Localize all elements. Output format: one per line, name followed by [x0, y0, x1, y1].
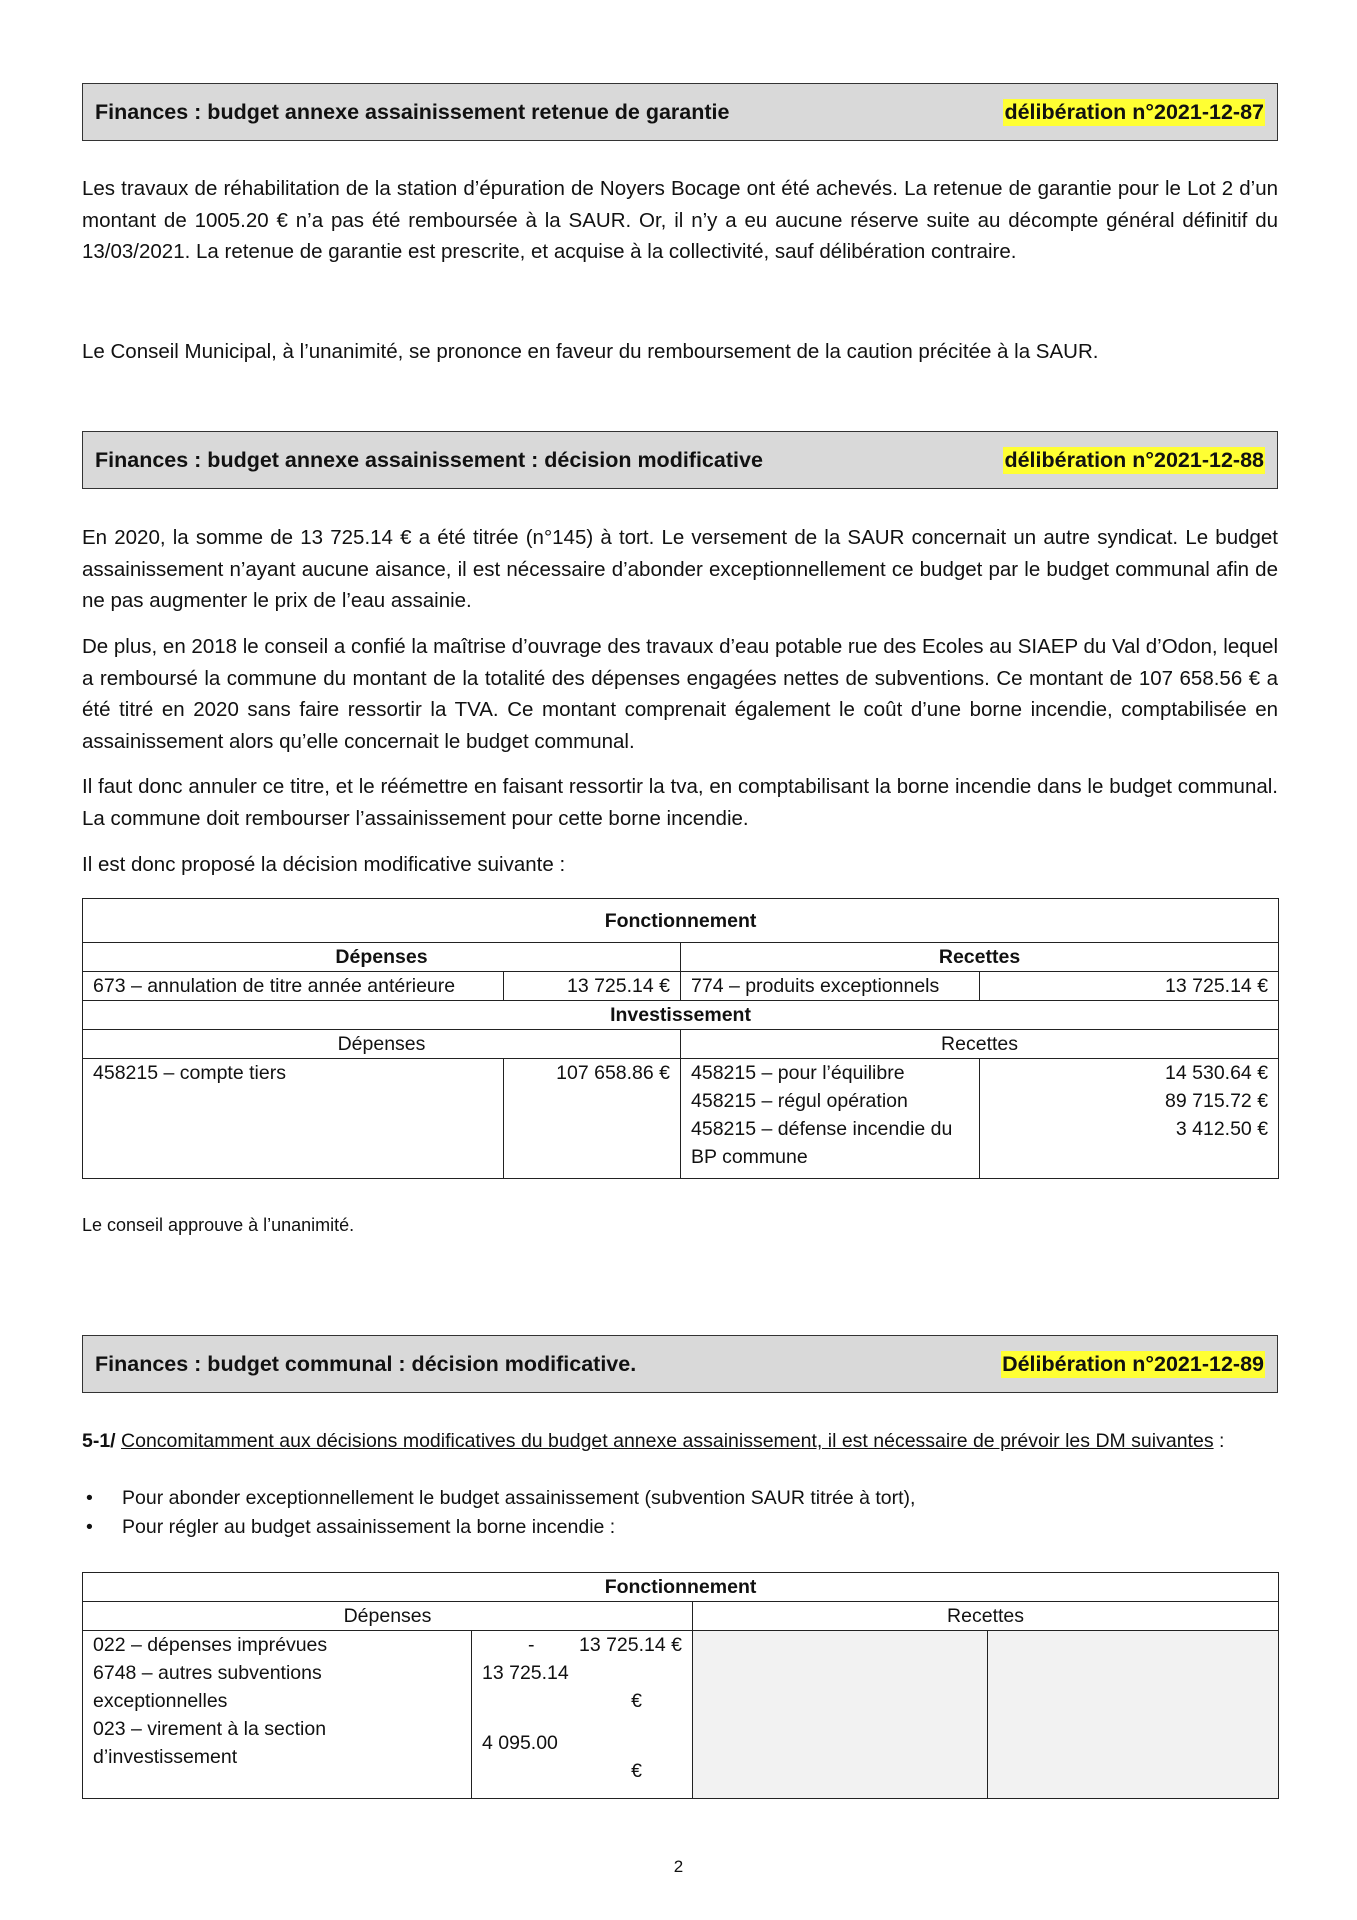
page-number: 2	[673, 1857, 684, 1876]
line-item: 022 – dépenses imprévues	[93, 1634, 328, 1656]
line-item: BP commune	[691, 1146, 808, 1168]
column-header: Dépenses	[83, 1030, 681, 1059]
minus-sign: -	[528, 1634, 535, 1656]
table-cell: 458215 – compte tiers	[83, 1059, 504, 1179]
empty-cell	[988, 1631, 1279, 1799]
line-amount: 89 715.72 €	[1165, 1090, 1269, 1112]
intro-tail: :	[1213, 1430, 1225, 1452]
deliberation-number: délibération n°2021-12-88	[1004, 447, 1264, 472]
line-item: exceptionnelles	[93, 1690, 228, 1712]
paragraph: En 2020, la somme de 13 725.14 € a été titrée (n°145) à tort. Le versement de la SAUR concernait un autre syndicat. Le budget assainissement n’ayant aucune aisance, il est nécessaire d’abonder exceptionnellement ce budget par le budget communal afin de ne pas augmenter le prix de l’eau assainie.	[82, 526, 1278, 612]
line-item: 458215 – pour l’équilibre	[691, 1062, 905, 1084]
line-item: 023 – virement à la section	[93, 1718, 327, 1740]
table-cell: 774 – produits exceptionnels	[681, 972, 980, 1001]
table-cell: 13 725.14 €	[980, 972, 1279, 1001]
column-header: Recettes	[681, 943, 1279, 972]
column-header: Dépenses	[83, 1602, 693, 1631]
dm-intro	[82, 1427, 1278, 1455]
section-header-88	[82, 431, 1278, 489]
list-item: • Pour abonder exceptionnellement le budget assainissement (subvention SAUR titrée à tort),	[82, 1484, 1278, 1513]
section-title: Finances : budget annexe assainissement retenue de garantie	[95, 99, 730, 124]
section-title: Finances : budget annexe assainissement : décision modificative	[95, 447, 763, 472]
line-amount: 14 530.64 €	[1165, 1062, 1269, 1084]
line-amount: 4 095.00	[482, 1732, 558, 1754]
paragraph: Il faut donc annuler ce titre, et le réémettre en faisant ressortir la tva, en comptabilisant la borne incendie dans le budget communal. La commune doit rembourser l’assainissement pour cette borne incendie.	[82, 775, 1278, 830]
table-cell	[83, 1631, 472, 1799]
empty-cell	[693, 1631, 988, 1799]
line-amount: €	[631, 1690, 642, 1712]
intro-text: Concomitamment aux décisions modificatives du budget annexe assainissement, il est nécessaire de prévoir les DM suivantes	[121, 1430, 1214, 1452]
column-header: Dépenses	[83, 943, 681, 972]
decision-table-assainissement	[82, 898, 1279, 1179]
spacer	[482, 1715, 682, 1729]
table-cell: 13 725.14 €	[504, 972, 681, 1001]
deliberation-number: délibération n°2021-12-87	[1004, 99, 1264, 124]
decision-table-communal	[82, 1572, 1279, 1799]
line-amount: 13 725.14 €	[578, 1634, 682, 1656]
line-amount: 3 412.50 €	[1175, 1118, 1269, 1140]
table-heading: Investissement	[83, 1001, 1279, 1030]
line-item: 458215 – défense incendie du	[691, 1118, 953, 1140]
paragraph: De plus, en 2018 le conseil a confié la maîtrise d’ouvrage des travaux d’eau potable rue des Ecoles au SIAEP du Val d’Odon, lequel a remboursé la commune du montant de la totalité des dépenses engagées nettes de subventions. Ce montant de 107 658.56 € a été titré en 2020 sans faire ressortir la TVA. Ce montant comprenait également le coût d’une borne incendie, comptabilisée en assainissement alors qu’elle concernait le budget communal.	[82, 635, 1278, 753]
table-cell: 107 658.86 €	[504, 1059, 681, 1179]
section-header-89	[82, 1335, 1278, 1393]
section-title: Finances : budget communal : décision modificative.	[95, 1351, 637, 1376]
line-item: 458215 – régul opération	[691, 1090, 908, 1112]
table-cell	[980, 1059, 1279, 1179]
line-amount-row	[482, 1631, 682, 1659]
table-cell	[472, 1631, 693, 1799]
item-number: 5-1/	[82, 1430, 116, 1452]
list-item: • Pour régler au budget assainissement la borne incendie :	[82, 1513, 1278, 1542]
paragraph: Il est donc proposé la décision modificative suivante :	[82, 853, 566, 876]
approval-note: Le conseil approuve à l’unanimité.	[82, 1215, 355, 1235]
table-heading: Fonctionnement	[83, 899, 1279, 943]
line-amount: 13 725.14	[482, 1662, 569, 1684]
table-cell: 673 – annulation de titre année antérieure	[83, 972, 504, 1001]
line-item: d’investissement	[93, 1746, 238, 1768]
column-header: Recettes	[681, 1030, 1279, 1059]
paragraph: Les travaux de réhabilitation de la station d’épuration de Noyers Bocage ont été achevés. La retenue de garantie pour le Lot 2 d’un montant de 1005.20 € n’a pas été remboursée à la SAUR. Or, il n’y a eu aucune réserve suite au décompte général définitif du 13/03/2021. La retenue de garantie est prescrite, et acquise à la collectivité, sauf délibération contraire.	[82, 177, 1278, 263]
table-cell	[681, 1059, 980, 1179]
paragraph: Le Conseil Municipal, à l’unanimité, se prononce en faveur du remboursement de la caution précitée à la SAUR.	[82, 340, 1099, 363]
line-amount: €	[631, 1760, 642, 1782]
column-header: Recettes	[693, 1602, 1279, 1631]
bullet-list	[82, 1484, 1278, 1542]
section-header-87	[82, 83, 1278, 141]
table-heading: Fonctionnement	[83, 1573, 1279, 1602]
line-item: 6748 – autres subventions	[93, 1662, 322, 1684]
deliberation-number: Délibération n°2021-12-89	[1002, 1351, 1264, 1376]
